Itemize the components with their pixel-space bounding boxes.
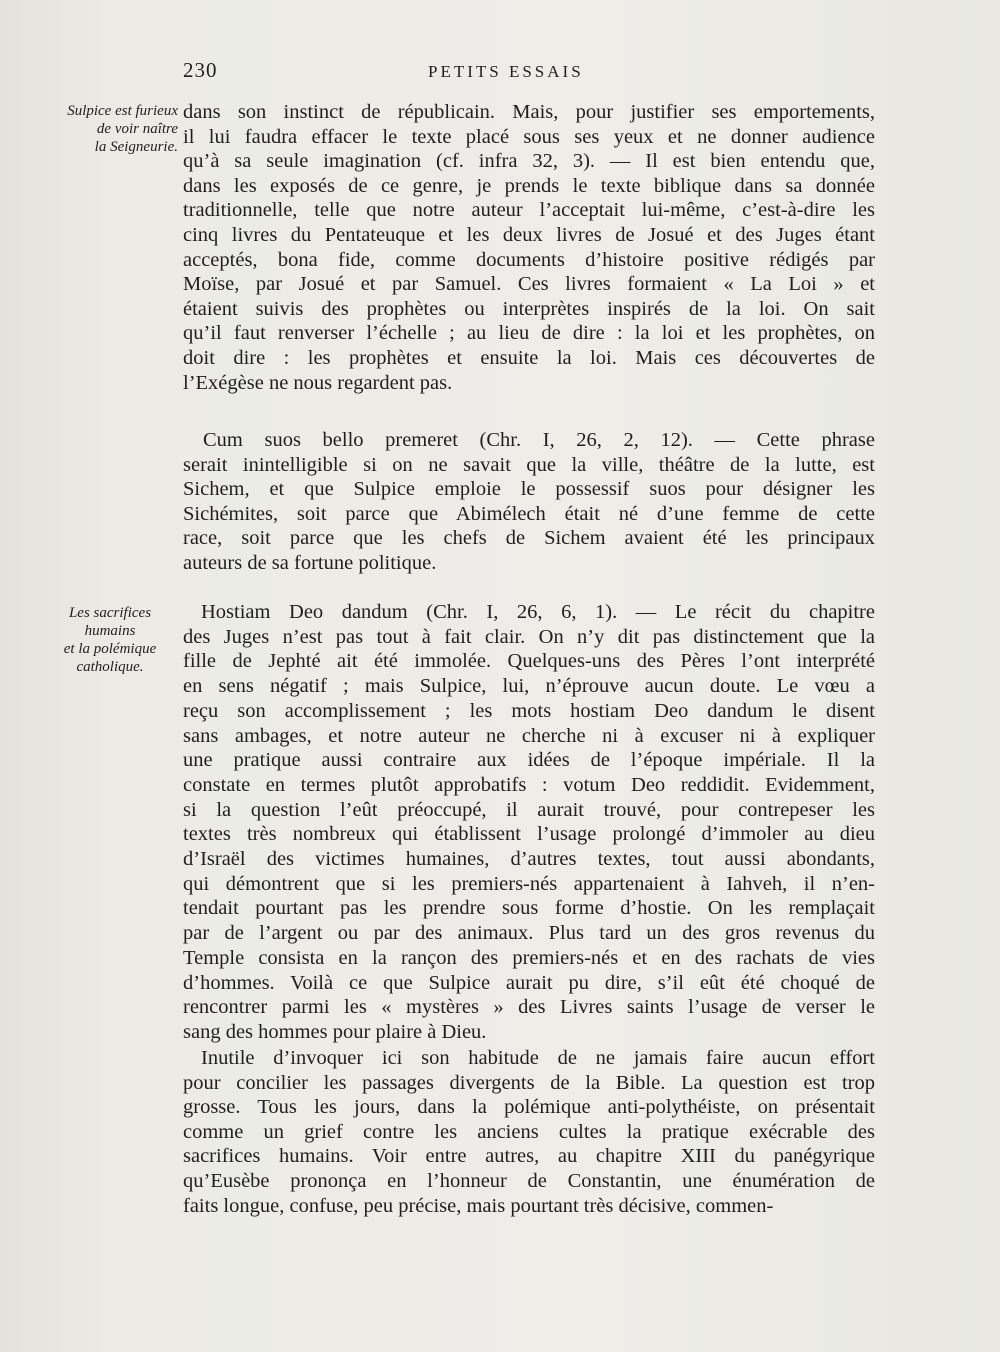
margin-note-line: Les sacrifices — [68, 605, 152, 621]
text-line: étaient suivis des prophètes ou interprètes inspirés de la loi. On sait — [183, 297, 875, 320]
page-number: 230 — [183, 58, 218, 82]
margin-note-line: catholique. — [76, 659, 144, 675]
paragraph-4 — [183, 1046, 875, 1218]
text-line: sacrifices humains. Voir entre autres, au chapitre XIII du panégyrique — [183, 1145, 875, 1168]
text-line: serait inintelligible si on ne savait que la ville, théâtre de la lutte, est — [183, 453, 875, 476]
text-line: sang des hommes pour plaire à Dieu. — [183, 1020, 487, 1043]
text-line: qui démontrent que si les premiers-nés appartenaient à Iahveh, il n’en- — [183, 872, 875, 895]
text-line: qu’Eusèbe prononça en l’honneur de Constantin, une énumération de — [183, 1169, 875, 1192]
paragraph-1 — [183, 100, 875, 395]
margin-note-line: et la polémique — [63, 641, 157, 657]
text-line: Inutile d’invoquer ici son habitude de ne jamais faire aucun effort — [201, 1047, 875, 1069]
text-line: dans son instinct de républicain. Mais, pour justifier ses emportements, — [183, 101, 875, 123]
running-head: PETITS ESSAIS — [428, 62, 584, 81]
text-line: cinq livres du Pentateuque et les deux livres de Josué et des Juges étant — [183, 223, 875, 246]
margin-note-line: Sulpice est furieux — [67, 103, 178, 119]
text-line: tendait pourtant pas les prendre sous forme d’hostie. On les remplaçait — [183, 897, 875, 920]
text-line: reçu son accomplissement ; les mots hostiam Deo dandum le disent — [183, 699, 875, 722]
page-header — [183, 58, 873, 88]
text-line: race, soit parce que les chefs de Sichem avaient été les principaux — [183, 527, 875, 550]
text-line: textes très nombreux qui établissent l’usage prolongé d’immoler au dieu — [183, 823, 875, 846]
text-line: sans ambages, et notre auteur ne cherche ni à excuser ni à expliquer — [183, 724, 875, 747]
text-line: rencontrer parmi les « mystères » des Livres saints l’usage de verser le — [183, 996, 875, 1019]
text-line: grosse. Tous les jours, dans la polémique anti-polythéiste, on présentait — [183, 1096, 875, 1119]
text-line: l’Exégèse ne nous regardent pas. — [183, 371, 453, 394]
text-line: Hostiam Deo dandum (Chr. I, 26, 6, 1). — Le récit du chapitre — [201, 601, 875, 623]
text-line: traditionnelle, telle que notre auteur l’acceptait lui-même, c’est-à-dire les — [183, 199, 875, 222]
margin-note-sacrifices — [40, 604, 180, 676]
margin-note-line: humains — [84, 623, 136, 639]
text-line: une pratique aussi contraire aux idées de l’époque impériale. Il la — [183, 749, 875, 772]
text-line: d’hommes. Voilà ce que Sulpice aurait pu dire, s’il eût été choqué de — [183, 971, 875, 994]
text-line: Moïse, par Josué et par Samuel. Ces livres formaient « La Loi » et — [183, 273, 875, 296]
text-line: dans les exposés de ce genre, je prends le texte biblique dans sa donnée — [183, 174, 875, 197]
text-line: si la question l’eût préoccupé, il aurait trouvé, pour contrepeser les — [183, 798, 875, 821]
text-line: pour concilier les passages divergents de la Bible. La question est trop — [183, 1071, 875, 1094]
text-line: auteurs de sa fortune politique. — [183, 551, 437, 574]
text-line: des Juges n’est pas tout à fait clair. On n’y dit pas distinctement que la — [183, 625, 875, 648]
margin-note-line: de voir naître — [96, 121, 178, 137]
text-line: Sichémites, soit parce que Abimélech était né d’une femme de cette — [183, 502, 875, 525]
text-line: en sens négatif ; mais Sulpice, lui, n’éprouve aucun doute. Le vœu a — [183, 675, 875, 698]
margin-note-line: la Seigneurie. — [94, 139, 178, 155]
text-line: par de l’argent ou par des animaux. Plus tard un des gros revenus du — [183, 922, 875, 945]
text-line: constate en termes plutôt approbatifs : votum Deo reddidit. Evidemment, — [183, 773, 875, 796]
text-line: Sichem, et que Sulpice emploie le possessif suos pour désigner les — [183, 478, 875, 501]
text-line: fille de Jephté ait été immolée. Quelques-uns des Pères l’ont interprété — [183, 650, 875, 673]
text-line: Temple consista en la rançon des premiers-nés et en des rachats de vies — [183, 946, 875, 969]
margin-note-sulpice — [48, 102, 178, 156]
text-line: doit dire : les prophètes et ensuite la loi. Mais ces découvertes de — [183, 346, 875, 369]
text-line: qu’il faut renverser l’échelle ; au lieu de dire : la loi et les prophètes, on — [183, 322, 875, 345]
text-line: Cum suos bello premeret (Chr. I, 26, 2, 12). — Cette phrase — [203, 429, 875, 451]
paragraph-2 — [183, 428, 875, 576]
text-line: acceptés, bona fide, comme documents d’histoire positive rédigés par — [183, 248, 875, 271]
paragraph-3 — [183, 600, 875, 1045]
text-line: il lui faudra effacer le texte placé sous ses yeux et ne donner audience — [183, 125, 875, 148]
text-line: qu’à sa seule imagination (cf. infra 32, 3). — Il est bien entendu que, — [183, 150, 875, 173]
text-line: faits longue, confuse, peu précise, mais pourtant très décisive, commen- — [183, 1194, 774, 1217]
text-line: d’Israël des victimes humaines, d’autres textes, tout aussi abondants, — [183, 848, 875, 871]
text-line: comme un grief contre les anciens cultes la pratique exécrable des — [183, 1120, 875, 1143]
